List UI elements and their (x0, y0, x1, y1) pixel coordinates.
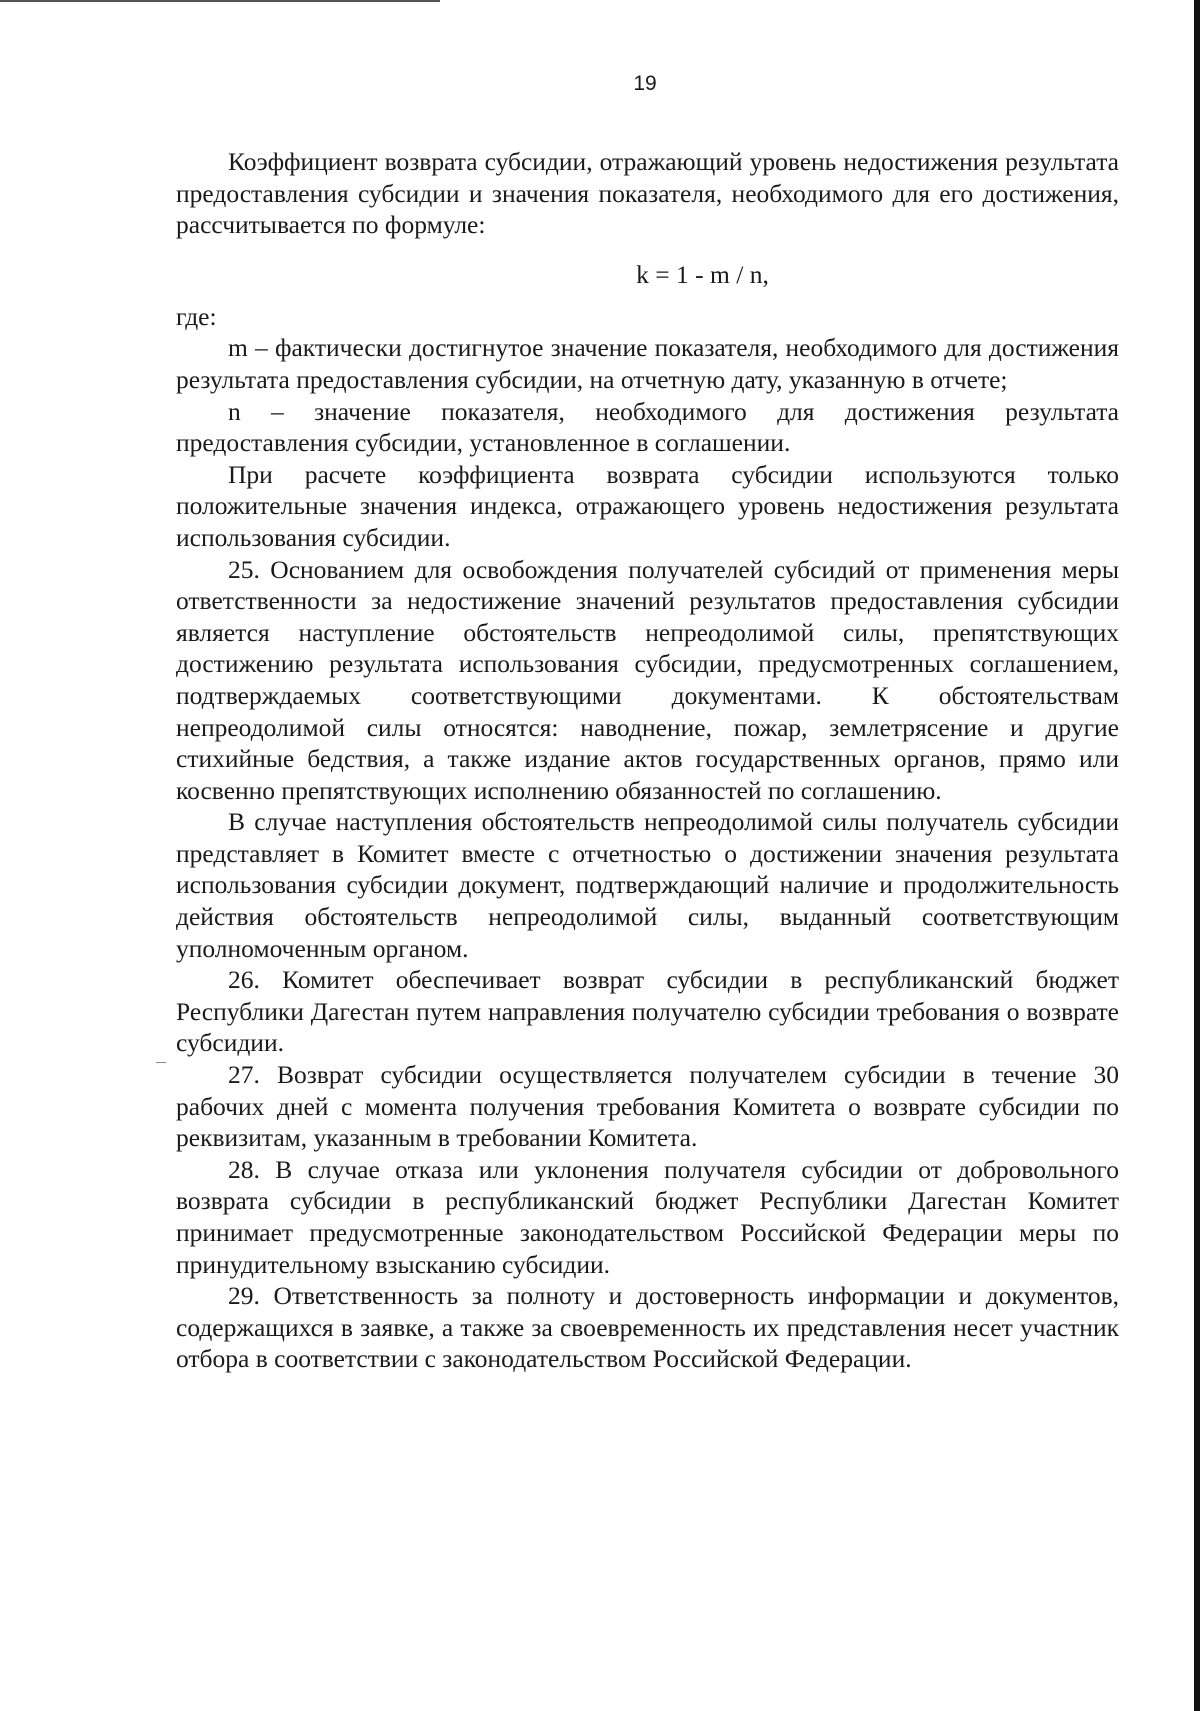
scan-border-right (1194, 0, 1200, 1711)
paragraph-26: 26. Комитет обеспечивает возврат субсидии в республиканский бюджет Республики Дагестан путем направления получателю субсидии требования о возврате субсидии. (176, 965, 1119, 1058)
definition-m: m – фактически достигнутое значение показателя, необходимого для достижения результата предоставления субсидии, на отчетную дату, указанную в отчете; (176, 333, 1119, 394)
paragraph-25: 25. Основанием для освобождения получателей субсидий от применения меры ответственности за недостижение значений результатов предоставления субсидии является наступление обстоятельств непреодолимой силы, препятствующих достижению результата использования субсидии, предусмотренных соглашением, подтверждаемых соответствующими документами. К обстоятельствам непреодолимой силы относятся: наводнение, пожар, землетрясение и другие стихийные бедствия, а также издание актов государственных органов, прямо или косвенно препятствующих исполнению обязанностей по соглашению. (176, 554, 1119, 805)
paragraph-force-majeure: В случае наступления обстоятельств непреодолимой силы получатель субсидии представляет в Комитет вместе с отчетностью о достижении значения результата использования субсидии документ, подтверждающий наличие и продолжительность действия обстоятельств непреодолимой силы, выданный соответствующим уполномоченным органом. (176, 807, 1119, 963)
page-number: 19 (633, 72, 657, 95)
where-label: где: (176, 301, 217, 331)
paragraph-27: 27. Возврат субсидии осуществляется получателем субсидии в течение 30 рабочих дней с момента получения требования Комитета о возврате субсидии по реквизитам, указанным в требовании Комитета. (176, 1060, 1119, 1153)
scan-border-top (0, 0, 440, 2)
paragraph-28: 28. В случае отказа или уклонения получателя субсидии от добровольного возврата субсидии в республиканский бюджет Республики Дагестан Комитет принимает предусмотренные законодательством Российской Федерации меры по принудительному взысканию субсидии. (176, 1154, 1119, 1279)
formula: k = 1 - m / n, (636, 259, 769, 289)
definition-n: n – значение показателя, необходимого для достижения результата предоставления субсидии, установленное в соглашении. (176, 396, 1119, 458)
scan-artifact-mark (156, 1062, 166, 1063)
paragraph-positive-values: При расчете коэффициента возврата субсидии используются только положительные значения индекса, отражающего уровень недостижения результата использования субсидии. (176, 459, 1119, 552)
document-body (176, 146, 1119, 1375)
intro-paragraph: Коэффициент возврата субсидии, отражающий уровень недостижения результата предоставления субсидии и значения показателя, необходимого для его достижения, рассчитывается по формуле: (176, 147, 1119, 240)
paragraph-29: 29. Ответственность за полноту и достоверность информации и документов, содержащихся в заявке, а также за своевременность их представления несет участник отбора в соответствии с законодательством Российской Федерации. (176, 1281, 1119, 1374)
